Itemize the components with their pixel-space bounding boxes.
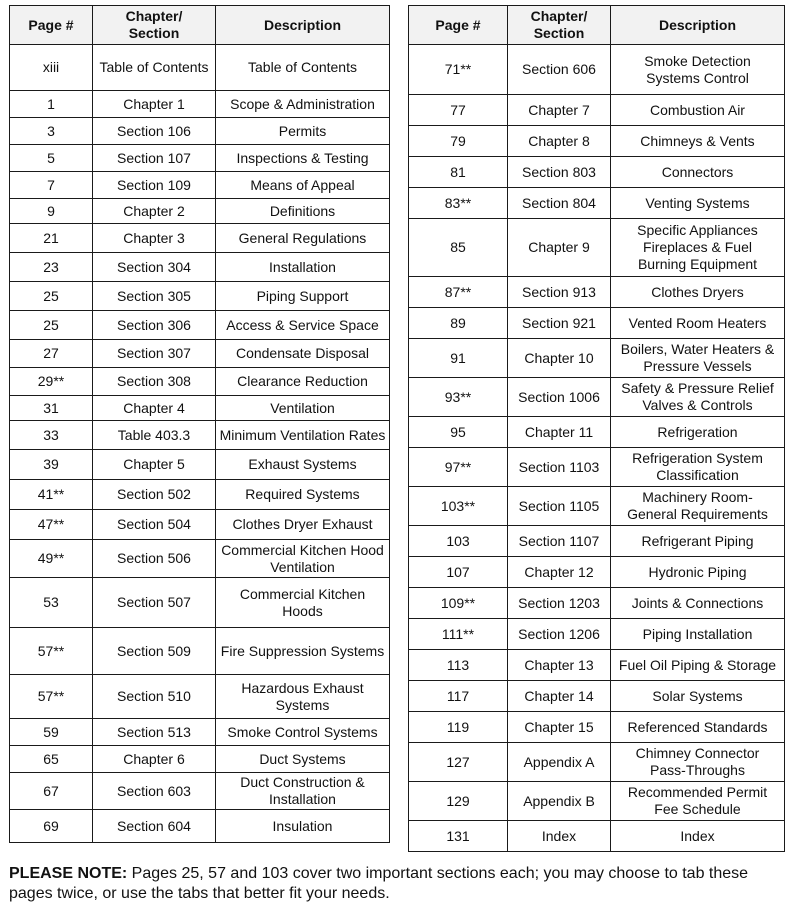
section-cell: Chapter 3 [93,224,216,253]
page-number-cell: 27 [10,340,93,368]
page-number-cell: 21 [10,224,93,253]
table-row [409,712,785,743]
description-cell: Clearance Reduction [216,368,390,396]
section-cell: Section 506 [93,540,216,578]
page-number-cell: 85 [409,219,508,277]
page-number-cell: 103 [409,526,508,557]
description-cell: Refrigeration System Classification [611,448,785,487]
section-header: Chapter/ Section [93,6,216,45]
page-number-cell: 89 [409,308,508,339]
section-cell: Section 502 [93,480,216,510]
table-row [409,277,785,308]
table-row [10,224,390,253]
page-number-cell: 107 [409,557,508,588]
description-cell: Referenced Standards [611,712,785,743]
description-cell: Combustion Air [611,95,785,126]
right-index-table [408,5,785,852]
table-row [10,172,390,199]
section-cell: Table of Contents [93,45,216,91]
description-cell: Means of Appeal [216,172,390,199]
page-number-cell: 83** [409,188,508,219]
table-row [10,628,390,675]
page-number-cell: 39 [10,450,93,480]
table-row [409,339,785,378]
section-cell: Section 603 [93,773,216,810]
description-cell: Inspections & Testing [216,145,390,172]
page-number-cell: 117 [409,681,508,712]
section-cell: Section 308 [93,368,216,396]
table-row [409,526,785,557]
description-cell: Access & Service Space [216,311,390,340]
page-number-cell: 1 [10,91,93,118]
section-cell: Section 606 [508,45,611,95]
table-row [409,821,785,852]
page-number-cell: 47** [10,510,93,540]
description-cell: Exhaust Systems [216,450,390,480]
section-cell: Section 1203 [508,588,611,619]
page-number-cell: 127 [409,743,508,782]
section-cell: Chapter 14 [508,681,611,712]
table-row [409,45,785,95]
section-cell: Chapter 11 [508,417,611,448]
right-header-row [409,6,785,45]
table-row [10,282,390,311]
page-number-cell: 29** [10,368,93,396]
description-cell: Joints & Connections [611,588,785,619]
section-cell: Section 1006 [508,378,611,417]
page-number-cell: 49** [10,540,93,578]
page-header: Page # [10,6,93,45]
section-cell: Section 1206 [508,619,611,650]
section-cell: Section 1103 [508,448,611,487]
table-row [10,118,390,145]
section-cell: Section 1105 [508,487,611,526]
table-row [10,450,390,480]
page-number-cell: 131 [409,821,508,852]
section-cell: Section 803 [508,157,611,188]
section-cell: Chapter 10 [508,339,611,378]
table-row [409,487,785,526]
section-cell: Section 304 [93,253,216,282]
section-cell: Section 305 [93,282,216,311]
section-cell: Chapter 2 [93,199,216,224]
page-number-cell: 7 [10,172,93,199]
page-number-cell: 3 [10,118,93,145]
page-number-cell: 65 [10,746,93,773]
table-row [10,368,390,396]
table-row [409,417,785,448]
section-header: Chapter/ Section [508,6,611,45]
description-cell: Refrigeration [611,417,785,448]
table-row [409,126,785,157]
page-number-cell: 93** [409,378,508,417]
section-cell: Chapter 5 [93,450,216,480]
section-cell: Chapter 6 [93,746,216,773]
section-cell: Section 513 [93,719,216,746]
page-number-cell: 97** [409,448,508,487]
description-cell: Permits [216,118,390,145]
page-number-cell: 53 [10,578,93,628]
description-cell: Hazardous Exhaust Systems [216,675,390,719]
table-row [10,810,390,843]
page-number-cell: 57** [10,628,93,675]
description-cell: Chimney Connector Pass-Throughs [611,743,785,782]
section-cell: Chapter 8 [508,126,611,157]
table-row [10,199,390,224]
section-cell: Appendix B [508,782,611,821]
table-row [409,308,785,339]
section-cell: Section 1107 [508,526,611,557]
section-cell: Appendix A [508,743,611,782]
table-row [409,157,785,188]
page-header: Page # [409,6,508,45]
section-cell: Section 306 [93,311,216,340]
table-row [10,746,390,773]
description-cell: Fire Suppression Systems [216,628,390,675]
page-number-cell: 77 [409,95,508,126]
page-number-cell: 9 [10,199,93,224]
page-number-cell: 129 [409,782,508,821]
description-cell: Condensate Disposal [216,340,390,368]
page-number-cell: 95 [409,417,508,448]
description-cell: Chimneys & Vents [611,126,785,157]
page-number-cell: 33 [10,421,93,450]
page-number-cell: 41** [10,480,93,510]
description-cell: Installation [216,253,390,282]
table-row [409,378,785,417]
page-number-cell: 119 [409,712,508,743]
page-number-cell: 5 [10,145,93,172]
description-cell: Clothes Dryers [611,277,785,308]
description-cell: Duct Systems [216,746,390,773]
left-header-row [10,6,390,45]
section-cell: Section 507 [93,578,216,628]
description-cell: Solar Systems [611,681,785,712]
table-row [10,91,390,118]
page-number-cell: 87** [409,277,508,308]
table-row [10,253,390,282]
table-row [409,743,785,782]
page-number-cell: xiii [10,45,93,91]
description-cell: Vented Room Heaters [611,308,785,339]
page-number-cell: 79 [409,126,508,157]
section-cell: Section 804 [508,188,611,219]
table-row [10,480,390,510]
section-cell: Section 604 [93,810,216,843]
table-row [409,619,785,650]
table-row [409,219,785,277]
table-row [409,681,785,712]
description-cell: Commercial Kitchen Hood Ventilation [216,540,390,578]
table-row [10,675,390,719]
table-row [409,650,785,681]
description-cell: Specific Appliances Fireplaces & Fuel Burning Equipment [611,219,785,277]
page-number-cell: 91 [409,339,508,378]
table-row [10,421,390,450]
description-cell: Venting Systems [611,188,785,219]
left-index-table [9,5,390,843]
description-cell: Clothes Dryer Exhaust [216,510,390,540]
description-cell: Safety & Pressure Relief Valves & Controls [611,378,785,417]
section-cell: Chapter 4 [93,396,216,421]
description-cell: Smoke Control Systems [216,719,390,746]
description-cell: Connectors [611,157,785,188]
description-cell: Machinery Room- General Requirements [611,487,785,526]
section-cell: Index [508,821,611,852]
section-cell: Chapter 15 [508,712,611,743]
description-cell: Commercial Kitchen Hoods [216,578,390,628]
table-row [10,396,390,421]
section-cell: Chapter 1 [93,91,216,118]
table-row [10,311,390,340]
section-cell: Chapter 7 [508,95,611,126]
description-cell: Fuel Oil Piping & Storage [611,650,785,681]
table-row [10,578,390,628]
description-cell: Recommended Permit Fee Schedule [611,782,785,821]
table-row [10,773,390,810]
table-row [409,782,785,821]
page-number-cell: 81 [409,157,508,188]
section-cell: Section 107 [93,145,216,172]
note-label: PLEASE NOTE: [9,865,128,882]
description-cell: General Regulations [216,224,390,253]
table-row [409,557,785,588]
table-row [10,540,390,578]
description-cell: Smoke Detection Systems Control [611,45,785,95]
page-number-cell: 67 [10,773,93,810]
description-cell: Boilers, Water Heaters & Pressure Vessels [611,339,785,378]
description-cell: Table of Contents [216,45,390,91]
description-header: Description [611,6,785,45]
section-cell: Section 913 [508,277,611,308]
section-cell: Chapter 13 [508,650,611,681]
table-row [409,448,785,487]
description-cell: Duct Construction & Installation [216,773,390,810]
page-number-cell: 103** [409,487,508,526]
page-number-cell: 23 [10,253,93,282]
description-cell: Index [611,821,785,852]
table-row [10,145,390,172]
page-number-cell: 59 [10,719,93,746]
description-cell: Scope & Administration [216,91,390,118]
description-cell: Refrigerant Piping [611,526,785,557]
description-cell: Ventilation [216,396,390,421]
note-text: Pages 25, 57 and 103 cover two important sections each; you may choose to tab these pages twice, or use the tabs that better fit your needs. [9,865,749,902]
section-cell: Chapter 12 [508,557,611,588]
page-number-cell: 31 [10,396,93,421]
page-number-cell: 71** [409,45,508,95]
page-number-cell: 57** [10,675,93,719]
table-row [10,719,390,746]
description-header: Description [216,6,390,45]
section-cell: Section 307 [93,340,216,368]
table-row [409,188,785,219]
description-cell: Hydronic Piping [611,557,785,588]
page-number-cell: 109** [409,588,508,619]
page-number-cell: 69 [10,810,93,843]
description-cell: Minimum Ventilation Rates [216,421,390,450]
section-cell: Chapter 9 [508,219,611,277]
description-cell: Required Systems [216,480,390,510]
table-row [10,510,390,540]
section-cell: Table 403.3 [93,421,216,450]
table-row [10,45,390,91]
section-cell: Section 109 [93,172,216,199]
please-note [9,864,789,904]
page-number-cell: 25 [10,311,93,340]
page-number-cell: 25 [10,282,93,311]
section-cell: Section 106 [93,118,216,145]
description-cell: Piping Installation [611,619,785,650]
section-cell: Section 921 [508,308,611,339]
section-cell: Section 509 [93,628,216,675]
page-number-cell: 111** [409,619,508,650]
table-row [10,340,390,368]
section-cell: Section 510 [93,675,216,719]
page-number-cell: 113 [409,650,508,681]
section-cell: Section 504 [93,510,216,540]
description-cell: Piping Support [216,282,390,311]
table-row [409,95,785,126]
description-cell: Definitions [216,199,390,224]
description-cell: Insulation [216,810,390,843]
table-row [409,588,785,619]
